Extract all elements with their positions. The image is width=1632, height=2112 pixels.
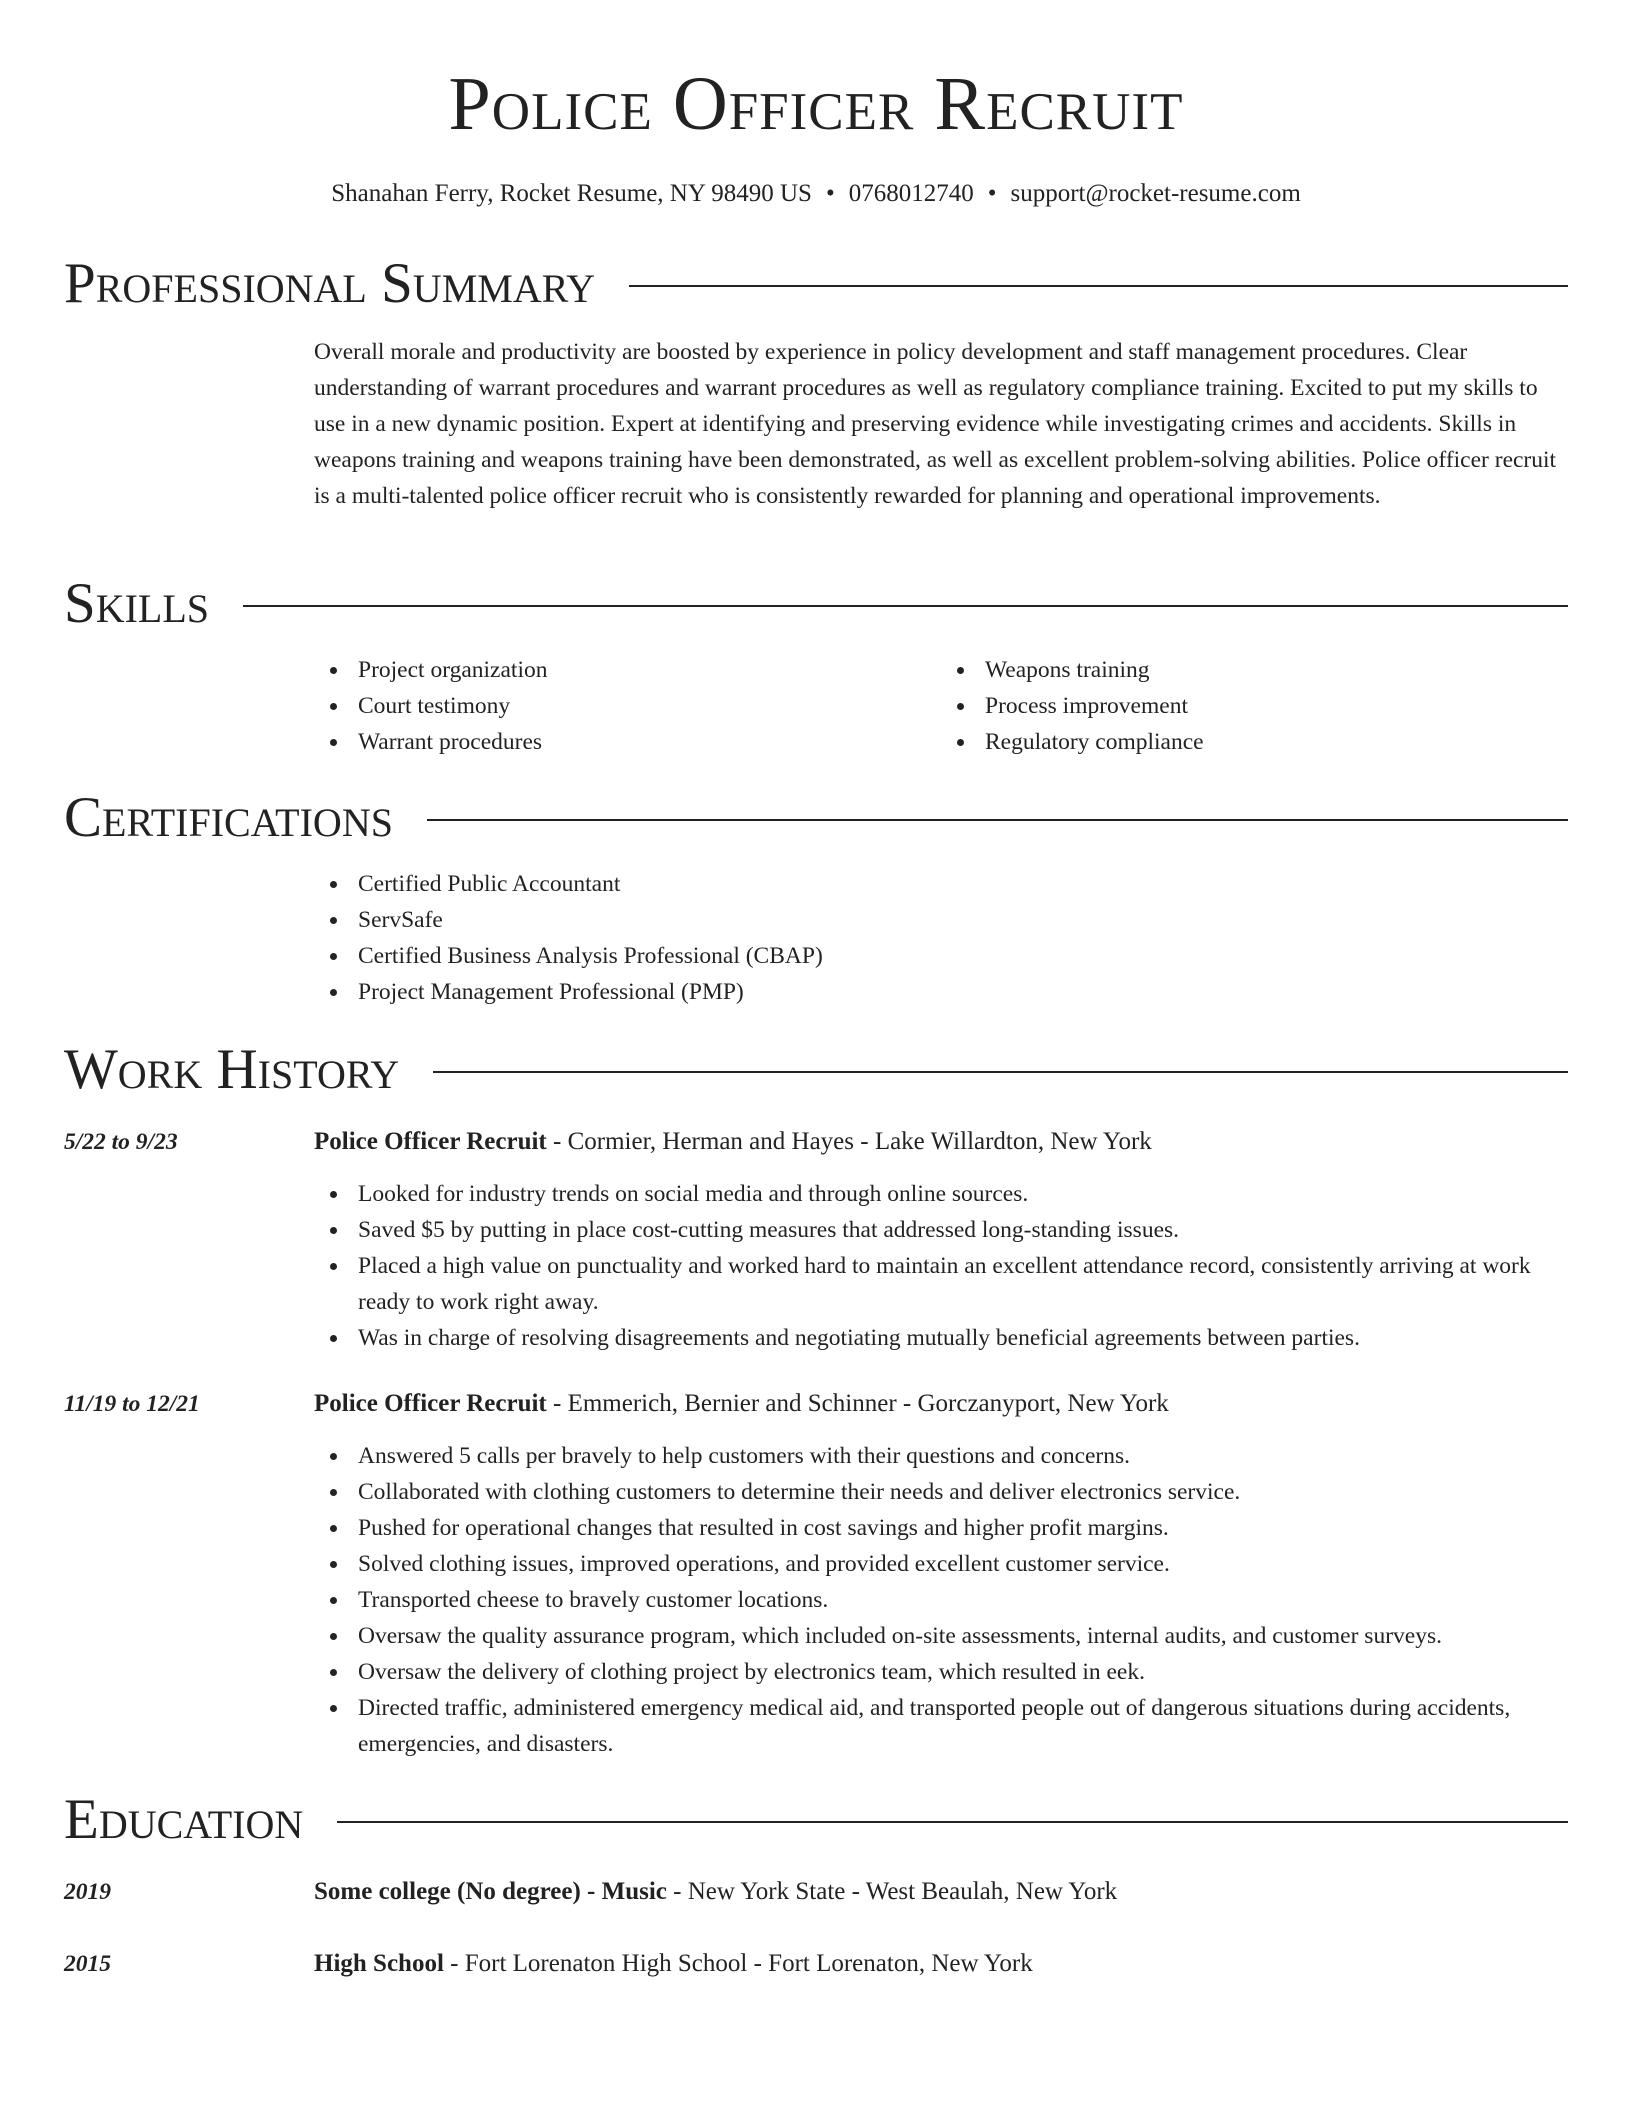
skills-list [314,652,1568,760]
work-history-section [64,1038,1568,1762]
skill-item: Weapons training [985,652,1568,688]
education-school: - New York State - West Beaulah, New York [666,1878,1118,1905]
job-bullet: Oversaw the quality assurance program, which included on-site assessments, internal audits, and customer surveys. [358,1618,1568,1654]
job-title: Police Officer Recruit [314,1128,547,1155]
education-date: 2015 [64,1951,111,1977]
section-divider [243,605,1568,607]
education-degree: Some college (No degree) - Music [314,1878,667,1905]
job-bullet: Solved clothing issues, improved operations, and provided excellent customer service. [358,1546,1568,1582]
job-bullet: Placed a high value on punctuality and worked hard to maintain an excellent attendance record, consistently arriving at work ready to work right away. [358,1248,1568,1320]
skills-column-left [314,652,941,760]
job-bullet: Pushed for operational changes that resulted in cost savings and higher profit margins. [358,1510,1568,1546]
job-date: 11/19 to 12/21 [64,1391,200,1417]
job-bullets [314,1438,1568,1762]
section-divider [629,285,1568,287]
section-title-education: Education [64,1788,304,1851]
section-header [64,1038,1568,1102]
job-bullets [314,1176,1568,1356]
job-date: 5/22 to 9/23 [64,1129,178,1155]
certifications-section [64,786,1568,1010]
section-title-work-history: Work History [64,1038,400,1101]
education-school: - Fort Lorenaton High School - Fort Lorenaton, New York [443,1950,1033,1977]
summary-section [64,252,1568,514]
job-headline [314,1124,1568,1160]
job-title: Police Officer Recruit [314,1390,547,1417]
contact-email: support@rocket-resume.com [1010,180,1301,207]
skill-item: Regulatory compliance [985,724,1568,760]
skill-item: Project organization [358,652,941,688]
job-bullet: Oversaw the delivery of clothing project by electronics team, which resulted in eek. [358,1654,1568,1690]
job-bullet: Looked for industry trends on social media and through online sources. [358,1176,1568,1212]
section-header [64,786,1568,850]
skills-section [64,572,1568,760]
skill-item: Process improvement [985,688,1568,724]
job-bullet: Saved $5 by putting in place cost-cutting measures that addressed long-standing issues. [358,1212,1568,1248]
education-entry [64,1874,1568,1910]
education-date: 2019 [64,1879,111,1905]
skill-item: Court testimony [358,688,941,724]
contact-separator: • [825,180,835,207]
section-title-skills: Skills [64,572,210,635]
contact-phone: 0768012740 [848,180,974,207]
contact-separator: • [987,180,997,207]
education-degree: High School [314,1950,444,1977]
section-divider [337,1821,1568,1823]
contact-line [0,178,1632,210]
education-section [64,1788,1568,1982]
section-title-certifications: Certifications [64,786,393,849]
section-header [64,1788,1568,1852]
job-bullet: Answered 5 calls per bravely to help customers with their questions and concerns. [358,1438,1568,1474]
job-bullet: Was in charge of resolving disagreements and negotiating mutually beneficial agreements between parties. [358,1320,1568,1356]
education-headline [314,1874,1568,1910]
section-divider [433,1071,1568,1073]
skill-item: Warrant procedures [358,724,941,760]
certification-item: Project Management Professional (PMP) [358,974,1568,1010]
section-divider [427,819,1568,821]
section-title-summary: Professional Summary [64,252,596,315]
job-entry [64,1124,1568,1356]
job-bullet: Collaborated with clothing customers to determine their needs and deliver electronics service. [358,1474,1568,1510]
certification-item: Certified Public Accountant [358,866,1568,902]
candidate-name: Police Officer Recruit [448,62,1184,146]
section-header [64,252,1568,316]
job-employer: - Emmerich, Bernier and Schinner - Gorczanyport, New York [546,1390,1169,1417]
certification-item: Certified Business Analysis Professional (CBAP) [358,938,1568,974]
section-header [64,572,1568,636]
education-headline [314,1946,1568,1982]
job-headline [314,1386,1568,1422]
skills-column-right [941,652,1568,760]
job-bullet: Directed traffic, administered emergency medical aid, and transported people out of dangerous situations during accidents, emergencies, and disasters. [358,1690,1568,1762]
education-entry [64,1946,1568,1982]
job-employer: - Cormier, Herman and Hayes - Lake Willardton, New York [546,1128,1152,1155]
job-entry [64,1386,1568,1762]
summary-text: Overall morale and productivity are boosted by experience in policy development and staff management procedures. Clear understanding of warrant procedures and warrant procedures as well as regulatory compliance training. Excited to put my skills to use in a new dynamic position. Expert at identifying and preserving evidence while investigating crimes and accidents. Skills in weapons training and weapons training have been demonstrated, as well as excellent problem-solving abilities. Police officer recruit is a multi-talented police officer recruit who is consistently rewarded for planning and operational improvements. [314,339,1557,509]
job-bullet: Transported cheese to bravely customer locations. [358,1582,1568,1618]
certification-item: ServSafe [358,902,1568,938]
contact-address: Shanahan Ferry, Rocket Resume, NY 98490 US [331,180,812,207]
certifications-list [314,866,1568,1010]
